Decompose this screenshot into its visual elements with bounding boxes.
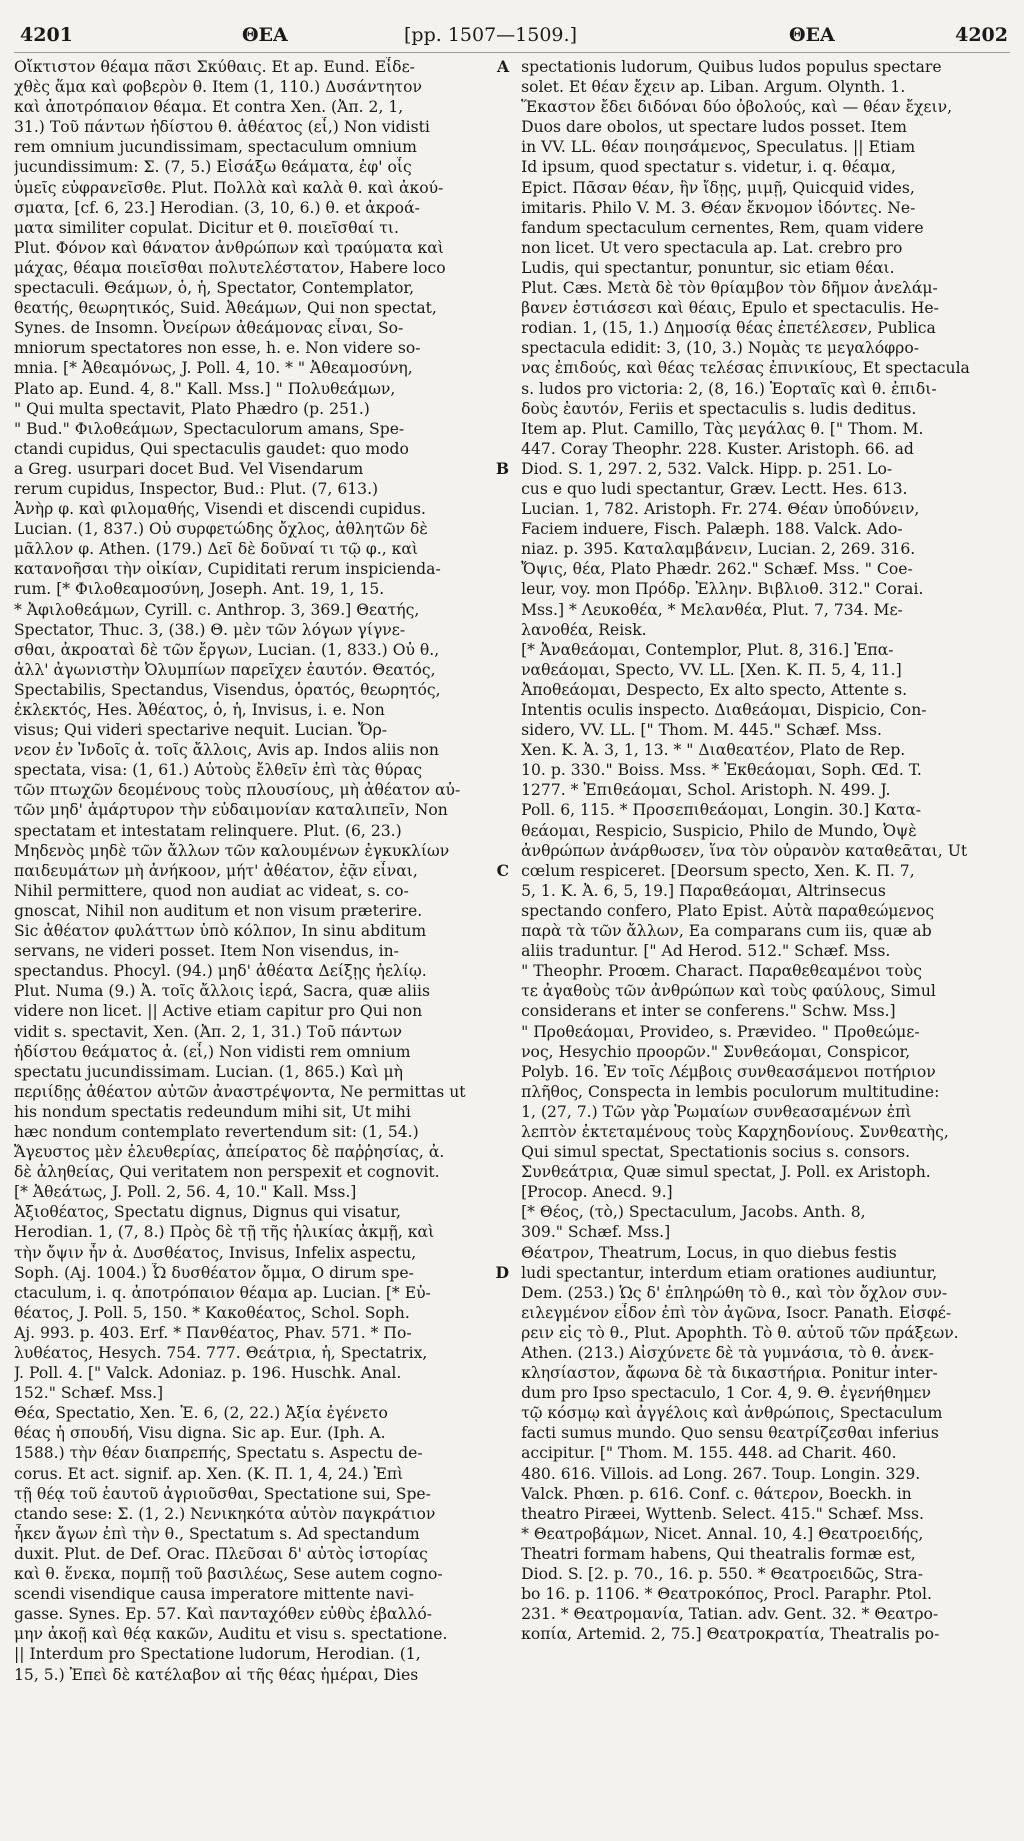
text-line: ναθεάομαι, Specto, VV. LL. [Xen. K. Π. 5, 4, 11.] [521, 660, 902, 679]
text-line: Lucian. 1, 782. Aristoph. Fr. 274. Θέαν ὑποδύνειν, [521, 500, 920, 519]
text-line: [* Θέος, (τὸ,) Spectaculum, Jacobs. Anth. 8, [521, 1203, 866, 1222]
text-line: Epict. Πᾶσαν θέαν, ἣν ἴδῃς, μιμῇ, Quicquid vides, [521, 178, 915, 197]
text-columns [14, 57, 1010, 1837]
text-line: * Ἀφιλοθεάμων, Cyrill. c. Anthrop. 3, 369.] Θεατής, [14, 600, 420, 619]
text-line: fandum spectaculum cernentes, Rem, quam videre [521, 218, 924, 237]
text-line: scendi visendique causa imperatore mittente navi- [14, 1585, 414, 1604]
text-line: J. Poll. 4. [" Valck. Adoniaz. p. 196. Huschk. Anal. [14, 1364, 402, 1383]
text-line: θεάομαι, Respicio, Suspicio, Philo de Mundo, Ὀψὲ [521, 821, 917, 840]
text-line: Plut. Cæs. Μετὰ δὲ τὸν θρίαμβον τὸν δῆμον ἀνελάμ- [521, 279, 938, 298]
text-line: ἦκεν ἄγων ἐπὶ τὴν θ., Spectatum s. Ad spectandum [14, 1524, 420, 1543]
text-line: ἐκλεκτός, Hes. Ἀθέατος, ὁ, ἡ, Invisus, i. e. Non [14, 701, 385, 719]
text-line: vidit s. spectavit, Xen. (Ἀπ. 2, 1, 31.) Τοῦ πάντων [14, 1022, 403, 1041]
page-header [14, 18, 1010, 53]
text-line: dum pro Ipso spectaculo, 1 Cor. 4, 9. Θ. ἐγενήθημεν [521, 1384, 931, 1403]
text-line: duxit. Plut. de Def. Orac. Πλεῦσαι δ' αὐτὸς ἱστορίας [14, 1544, 428, 1563]
text-line: [Procop. Anecd. 9.] [521, 1183, 673, 1202]
text-line: s. ludos pro victoria: 2, (8, 16.) Ἑορταῖς καὶ θ. ἐπιδι- [521, 379, 937, 398]
text-line: ἡδίστου θεάματος ἀ. (εἶ,) Non vidisti rem omnium [14, 1042, 411, 1061]
text-line: ctandi cupidus, Qui spectaculis gaudet: quo modo [14, 439, 409, 458]
text-line: Theatri formam habens, Qui theatralis formæ est, [521, 1544, 916, 1563]
text-line: Duos dare obolos, ut spectare ludos posset. Item [521, 118, 907, 137]
text-line: Οἴκτιστον θέαμα πᾶσι Σκύθαις. Et ap. Eund. Εἶδε- [14, 58, 415, 76]
text-line: " Bud." Φιλοθεάμων, Spectaculorum amans, Spe- [14, 419, 405, 438]
text-line: Ἀνὴρ φ. καὶ φιλομαθής, Visendi et discendi cupidus. [14, 500, 426, 519]
text-line: μην ἀκοῇ καὶ θέᾳ κακῶν, Auditu et visu s. spectatione. [14, 1625, 448, 1644]
text-line: νος, Hesychio προορῶν." Συνθεάομαι, Conspicor, [521, 1042, 911, 1061]
text-line: corus. Et act. signif. ap. Xen. (K. Π. 1, 4, 24.) Ἐπὶ [14, 1464, 404, 1483]
text-line: servans, ne videri posset. Item Non visendus, in- [14, 942, 399, 961]
text-line: κατανοῆσαι τὴν οἰκίαν, Cupiditati rerum inspicienda- [14, 560, 441, 579]
text-line: 309." Schæf. Mss.] [521, 1223, 671, 1242]
text-line: 1277. * Ἐπιθεάομαι, Schol. Aristoph. N. 499. J. [521, 781, 891, 800]
text-line: Ἄγευστος μὲν ἐλευθερίας, ἀπείρατος δὲ παῤῥησίας, ἀ. [14, 1143, 445, 1162]
text-line: 10. p. 330." Boiss. Mss. * Ἐκθεάομαι, Soph. Œd. T. [521, 761, 922, 780]
text-line: ρειν εἰς τὸ θ., Plut. Apophth. Τὸ θ. αὐτοῦ τῶν πράξεων. [521, 1323, 959, 1342]
text-line: mniorum spectatores non esse, h. e. Non videre so- [14, 339, 421, 358]
text-line: gnoscat, Nihil non auditum et non visum præterire. [14, 901, 423, 920]
text-line: Spectator, Thuc. 3, (38.) Θ. μὲν τῶν λόγων γίγνε- [14, 620, 406, 639]
text-line: " Προθεάομαι, Provideo, s. Prævideo. " Προθεώμε- [521, 1022, 920, 1041]
text-line: χθὲς ἅμα καὶ φοβερὸν θ. Item (1, 110.) Δυσάντητον [14, 78, 423, 97]
text-line: 1588.) τὴν θέαν διαπρεπής, Spectatu s. Aspectu de- [14, 1444, 423, 1463]
text-line: spectando confero, Plato Epist. Αὐτὰ παραθεώμενος [521, 901, 935, 920]
text-line: δοὺς ἑαυτόν, Feriis et spectaculis s. ludis deditus. [521, 399, 917, 418]
text-line: Μηδενὸς μηδὲ τῶν ἄλλων τῶν καλουμένων ἐγκυκλίων [14, 841, 450, 860]
text-line: mnia. [* Ἀθεαμόνως, J. Poll. 4, 10. * " Ἀθεαμοσύνη, [14, 359, 413, 378]
text-line: λεπτὸν ἐκτεταμένους τοὺς Καρχηδονίους. Συνθεατὴς, [521, 1122, 949, 1141]
text-line: παιδευμάτων μὴ ἀνήκοον, μήτ' ἀθέατον, ἐᾷν εἶναι, [14, 861, 418, 880]
text-line: facti sumus mundo. Quo sensu θεατρίζεσθαι inferius [521, 1424, 939, 1443]
text-line: Nihil permittere, quod non audiat ac videat, s. co- [14, 881, 409, 900]
text-line: παρὰ τὰ τῶν ἄλλων, Ea comparans cum iis, quæ ab [521, 922, 932, 941]
text-line: [* Ἀναθεάομαι, Contemplor, Plut. 8, 316.] Ἐπα- [521, 640, 894, 659]
text-line: Θέα, Spectatio, Xen. Ἐ. 6, (2, 22.) Ἀξία ἐγένετο [14, 1404, 388, 1423]
text-line: aliis traduntur. [" Ad Herod. 512." Schæf. Mss. [521, 942, 891, 961]
text-line: spectatam et intestatam relinquere. Plut. (6, 23.) [14, 821, 402, 840]
text-line: Sic ἀθέατον φυλάττων ὑπὸ κόλπον, In sinu abditum [14, 922, 427, 941]
text-line: θέας ἡ σπουδή, Visu digna. Sic ap. Eur. (Iph. A. [14, 1424, 386, 1443]
right-column [521, 57, 1010, 1837]
text-line: rum. [* Φιλοθεαμοσύνη, Joseph. Ant. 19, 1, 15. [14, 580, 385, 599]
text-line: Faciem induere, Fisch. Palæph. 188. Valck. Ado- [521, 520, 903, 539]
text-line: his nondum spectatis redeundum mihi sit, Ut mihi [14, 1102, 411, 1121]
text-line: Ludis, qui spectantur, ponuntur, sic etiam θέαι. [521, 258, 895, 277]
text-line: πλῆθος, Conspecta in lembis poculorum multitudine: [521, 1082, 940, 1101]
text-line: τῶν μηδ' ἀμάρτυρον τὴν εὐδαιμονίαν καταλιπεῖν, Non [14, 801, 448, 820]
text-line: κοπία, Artemid. 2, 75.] Θεατροκρατία, Theatralis po- [521, 1625, 940, 1644]
text-line: 15, 5.) Ἐπεὶ δὲ κατέλαβον αἱ τῆς θέας ἡμέραι, Dies [14, 1665, 419, 1684]
text-line: περιίδῃς ἀθέατον αὐτῶν ἀναστρέψοντα, Ne permittas ut [14, 1082, 466, 1101]
text-line: Aj. 993. p. 403. Erf. * Πανθέατος, Phav. 571. * Πο- [14, 1323, 412, 1342]
text-line: non licet. Ut vero spectacula ap. Lat. crebro pro [521, 238, 903, 257]
text-line: [* Ἀθεάτως, J. Poll. 2, 56. 4, 10." Kall. Mss.] [14, 1183, 357, 1202]
text-line: Ἕκαστον ἔδει διδόναι δύο ὀβολούς, καὶ — θέαν ἔχειν, [521, 98, 953, 117]
text-line: Diod. S. [2. p. 70., 16. p. 550. * Θεατροειδῶς, Stra- [521, 1565, 923, 1584]
right-running-head: ΘΕΑ [789, 24, 835, 46]
text-line: ctaculum, i. q. ἀποτρόπαιον θέαμα ap. Lucian. [* Εὐ- [14, 1283, 431, 1302]
text-line: cœlum respiceret. [Deorsum specto, Xen. K. Π. 7, [521, 861, 915, 880]
text-line: 152." Schæf. Mss.] [14, 1384, 164, 1403]
text-line: a Greg. usurpari docet Bud. Vel Visendarum [14, 459, 364, 478]
text-line: imitaris. Philo V. M. 3. Θέαν ἔκνομον ἰδόντες. Ne- [521, 198, 916, 217]
text-line: Valck. Phœn. p. 616. Conf. c. θάτερον, Boeckh. in [521, 1484, 912, 1503]
text-line: θεατής, θεωρητικός, Suid. Ἀθεάμων, Qui non spectat, [14, 299, 437, 318]
text-line: 5, 1. K. Ἀ. 6, 5, 19.] Παραθεάομαι, Altrinsecus [521, 881, 886, 900]
section-marker: A [496, 57, 510, 76]
text-line: leur, voy. mon Πρόδρ. Ἑλλην. Βιβλιοθ. 312." Corai. [521, 580, 924, 599]
section-marker: C [496, 861, 510, 880]
text-line: in VV. LL. θέαν ποιησάμενος, Speculatus. || Etiam [521, 138, 916, 157]
text-line: Plato ap. Eund. 4, 8." Kall. Mss.] " Πολυθεάμων, [14, 379, 396, 398]
text-line: σματα, [cf. 6, 23.] Herodian. (3, 10, 6.) θ. et ἀκροά- [14, 198, 420, 217]
text-line: solet. Et θέαν ἔχειν ap. Liban. Argum. Olynth. 1. [521, 78, 906, 97]
text-line: τε ἀγαθοὺς τῶν ἀνθρώπων καὶ τοὺς φαύλους, Simul [521, 982, 936, 1001]
text-line: μάχας, θέαμα ποιεῖσθαι πολυτελέστατον, Habere loco [14, 258, 446, 277]
text-line: spectata, visa: (1, 61.) Αὐτοὺς ἔλθεῖν ἐπὶ τὰς θύρας [14, 761, 423, 780]
text-line: spectandus. Phocyl. (94.) μηδ' ἀθέατα Δείξῃς ἠελίῳ. [14, 962, 427, 981]
text-line: rem omnium jucundissimam, spectaculum omnium [14, 138, 417, 157]
text-line: νεον ἐν Ἰνδοῖς ἀ. τοῖς ἄλλοις, Avis ap. Indos aliis non [14, 741, 439, 760]
text-line: ἀλλ' ἀγωνιστὴν Ὀλυμπίων παρεῖχεν ἑαυτόν. Θεατός, [14, 660, 436, 679]
text-line: Polyb. 16. Ἐν τοῖς Λέμβοις συνθεασάμενοι ποτήριον [521, 1062, 936, 1081]
text-line: bo 16. p. 1106. * Θεατροκόπος, Procl. Paraphr. Ptol. [521, 1585, 932, 1604]
text-line: κλησίαστον, ἄφωνα δὲ τὰ δικαστήρια. Ponitur inter- [521, 1364, 938, 1383]
text-line: νας ἐπιδούς, καὶ θέας τελέσας ἐπινικίους, Et spectacula [521, 359, 970, 378]
text-line: τῇ θέᾳ τοῦ ἑαυτοῦ ἀγριοῦσθαι, Spectatione sui, Spe- [14, 1484, 431, 1503]
text-line: Herodian. 1, (7, 8.) Πρὸς δὲ τῇ τῆς ἡλικίας ἀκμῇ, καὶ [14, 1223, 435, 1242]
text-line: δὲ ἀληθείας, Qui veritatem non perspexit et cognovit. [14, 1163, 440, 1182]
text-line: Ὄψις, θέα, Plato Phædr. 262." Schæf. Mss. " Coe- [521, 560, 913, 579]
section-marker: D [495, 1263, 510, 1282]
text-line: Ἀξιοθέατος, Spectatu dignus, Dignus qui visatur, [14, 1203, 402, 1222]
text-line: ctando sese: Σ. (1, 2.) Νενικηκότα αὐτὸν παγκράτιον [14, 1504, 436, 1523]
text-line: ματα similiter copulat. Dicitur et θ. ποιεῖσθαί τι. [14, 218, 399, 237]
text-line: visus; Qui videri spectarive nequit. Lucian. Ὄρ- [14, 721, 388, 740]
text-line: Intentis oculis inspecto. Διαθεάομαι, Dispicio, Con- [521, 701, 927, 719]
text-line: καὶ θ. ἕνεκα, πομπῇ τοῦ βασιλέως, Sese autem cogno- [14, 1565, 443, 1584]
text-line: ὑμεῖς εὐφρανεῖσθε. Plut. Πολλὰ καὶ καλὰ θ. καὶ ἀκού- [14, 178, 444, 197]
text-line: θέατος, J. Poll. 5, 150. * Κακοθέατος, Schol. Soph. [14, 1303, 410, 1322]
text-line: Synes. de Insomn. Ὀνείρων ἀθεάμονας εἶναι, So- [14, 319, 404, 338]
text-line: theatro Piræei, Wyttenb. Select. 415." Schæf. Mss. [521, 1504, 924, 1523]
text-line: Plut. Φόνον καὶ θάνατον ἀνθρώπων καὶ τραύματα καὶ [14, 238, 444, 257]
text-line: cus e quo ludi spectantur, Græv. Lectt. Hes. 613. [521, 479, 908, 498]
text-line: sidero, VV. LL. [" Thom. M. 445." Schæf. Mss. [521, 721, 883, 740]
text-line: Lucian. (1, 837.) Οὐ συρφετώδης ὄχλος, ἀθλητῶν δὲ [14, 520, 428, 539]
text-line: Ἀποθεάομαι, Despecto, Ex alto specto, Attente s. [521, 680, 908, 699]
text-line: 31.) Τοῦ πάντων ἡδίστου θ. ἀθέατος (εἶ,) Non vidisti [14, 118, 430, 137]
text-line: Spectabilis, Spectandus, Visendus, ὁρατός, θεωρητός, [14, 680, 441, 699]
text-line: βανεν ἑστιάσεσι καὶ θέαις, Epulo et spectaculis. He- [521, 299, 939, 318]
text-line: * Θεατροβάμων, Nicet. Annal. 10, 4.] Θεατροειδής, [521, 1524, 924, 1543]
text-line: τῶν πτωχῶν δεομένους τοὺς πλουσίους, μὴ ἀθέατον αὐ- [14, 781, 461, 800]
text-line: gasse. Synes. Ep. 57. Καὶ πανταχόθεν εὐθὺς ἐβαλλό- [14, 1605, 433, 1624]
left-page-number: 4201 [20, 24, 73, 46]
text-line: ἀνθρώπων ἀνάρθωσεν, ἵνα τὸν οὐρανὸν καταθεᾶται, Ut [521, 841, 968, 860]
text-line: " Theophr. Proœm. Charact. Παραθεθεαμένοι τοὺς [521, 962, 923, 981]
text-line: ludi spectantur, interdum etiam orationes audiuntur, [521, 1263, 938, 1282]
text-line: spectacula edidit: 3, (10, 3.) Νομὰς τε μεγαλόφρο- [521, 339, 919, 358]
text-line: spectationis ludorum, Quibus ludos populus spectare [521, 58, 942, 76]
text-line: Συνθεάτρια, Quæ simul spectat, J. Poll. ex Aristoph. [521, 1163, 931, 1182]
text-line: spectatu jucundissimam. Lucian. (1, 865.) Καὶ μὴ [14, 1062, 403, 1081]
text-line: jucundissimum: Σ. (7, 5.) Εἰσάξω θεάματα, ἐφ' οἷς [14, 158, 412, 177]
text-line: niaz. p. 395. Καταλαμβάνειν, Lucian. 2, 269. 316. [521, 540, 916, 559]
left-running-head: ΘΕΑ [242, 24, 288, 46]
text-line: λανοθέα, Reisk. [521, 620, 647, 639]
text-line: σθαι, ἀκροαταὶ δὲ τῶν ἔργων, Lucian. (1, 833.) Οὐ θ., [14, 640, 440, 659]
left-column [14, 57, 511, 1837]
page-range: [pp. 1507—1509.] [404, 24, 577, 46]
text-line: Id ipsum, quod spectatur s. videtur, i. q. θέαμα, [521, 158, 896, 177]
text-line: λυθέατος, Hesych. 754. 777. Θεάτρια, ἡ, Spectatrix, [14, 1344, 428, 1362]
text-line: Qui simul spectat, Spectationis socius s. consors. [521, 1143, 911, 1162]
text-line: || Interdum pro Spectatione ludorum, Herodian. (1, [14, 1645, 421, 1664]
text-line: τὴν ὄψιν ἦν ἀ. Δυσθέατος, Invisus, Infelix aspectu, [14, 1243, 417, 1262]
section-marker: B [495, 459, 510, 478]
right-page-number: 4202 [955, 24, 1008, 46]
text-line: Item ap. Plut. Camillo, Τὰς μεγάλας θ. [" Thom. M. [521, 419, 924, 438]
text-line: τῷ κόσμῳ καὶ ἀγγέλοις καὶ ἀνθρώποις, Spectaculum [521, 1404, 943, 1423]
text-line: considerans et inter se conferens." Schw. Mss.] [521, 1002, 896, 1021]
text-line: Θέατρον, Theatrum, Locus, in quo diebus festis [521, 1243, 897, 1262]
text-line: 447. Coray Theophr. 228. Kuster. Aristoph. 66. ad [521, 439, 914, 458]
text-line: Xen. K. Ἀ. 3, 1, 13. * " Διαθεατέον, Plato de Rep. [521, 741, 906, 760]
text-line: Soph. (Aj. 1004.) Ὦ δυσθέατον ὄμμα, O dirum spe- [14, 1263, 414, 1282]
text-line: Dem. (253.) Ὡς δ' ἐπληρώθη τὸ θ., καὶ τὸν ὄχλον συν- [521, 1283, 948, 1302]
text-line: Plut. Numa (9.) Ἀ. τοῖς ἄλλοις ἱερά, Sacra, quæ aliis [14, 982, 430, 1001]
text-line: Athen. (213.) Αἰσχύνετε δὲ τὰ γυμνάσια, τὸ θ. ἀνεκ- [521, 1344, 934, 1362]
text-line: 480. 616. Villois. ad Long. 267. Toup. Longin. 329. [521, 1464, 921, 1483]
text-line: 231. * Θεατρομανία, Tatian. adv. Gent. 32. * Θεατρο- [521, 1605, 939, 1624]
text-line: 1, (27, 7.) Τῶν γὰρ Ῥωμαίων συνθεασαμένων ἐπὶ [521, 1102, 912, 1121]
text-line: μᾶλλον φ. Athen. (179.) Δεῖ δὲ δοῦναί τι τῷ φ., καὶ [14, 540, 419, 559]
text-line: videre non licet. || Active etiam capitur pro Qui non [14, 1002, 423, 1021]
text-line: rodian. 1, (15, 1.) Δημοσίᾳ θέας ἐπετέλεσεν, Publica [521, 319, 936, 338]
text-line: rerum cupidus, Inspector, Bud.: Plut. (7, 613.) [14, 479, 379, 498]
text-line: spectaculi. Θεάμων, ὁ, ἡ, Spectator, Contemplator, [14, 279, 415, 298]
text-line: " Qui multa spectavit, Plato Phædro (p. 251.) [14, 399, 370, 418]
text-line: καὶ ἀποτρόπαιον θέαμα. Et contra Xen. (Ἀπ. 2, 1, [14, 98, 404, 117]
text-line: Diod. S. 1, 297. 2, 532. Valck. Hipp. p. 251. Lo- [521, 459, 893, 478]
text-line: Mss.] * Λευκοθέα, * Μελανθέα, Plut. 7, 734. Με- [521, 600, 903, 619]
text-line: Poll. 6, 115. * Προσεπιθεάομαι, Longin. 30.] Κατα- [521, 801, 921, 820]
text-line: hæc nondum contemplato revertendum sit: (1, 54.) [14, 1122, 419, 1141]
text-line: accipitur. [" Thom. M. 155. 448. ad Charit. 460. [521, 1444, 897, 1463]
text-line: ειλεγμένον εἶδον ἐπὶ τὸν ἀγῶνα, Isocr. Panath. Εἰσφέ- [521, 1303, 952, 1322]
